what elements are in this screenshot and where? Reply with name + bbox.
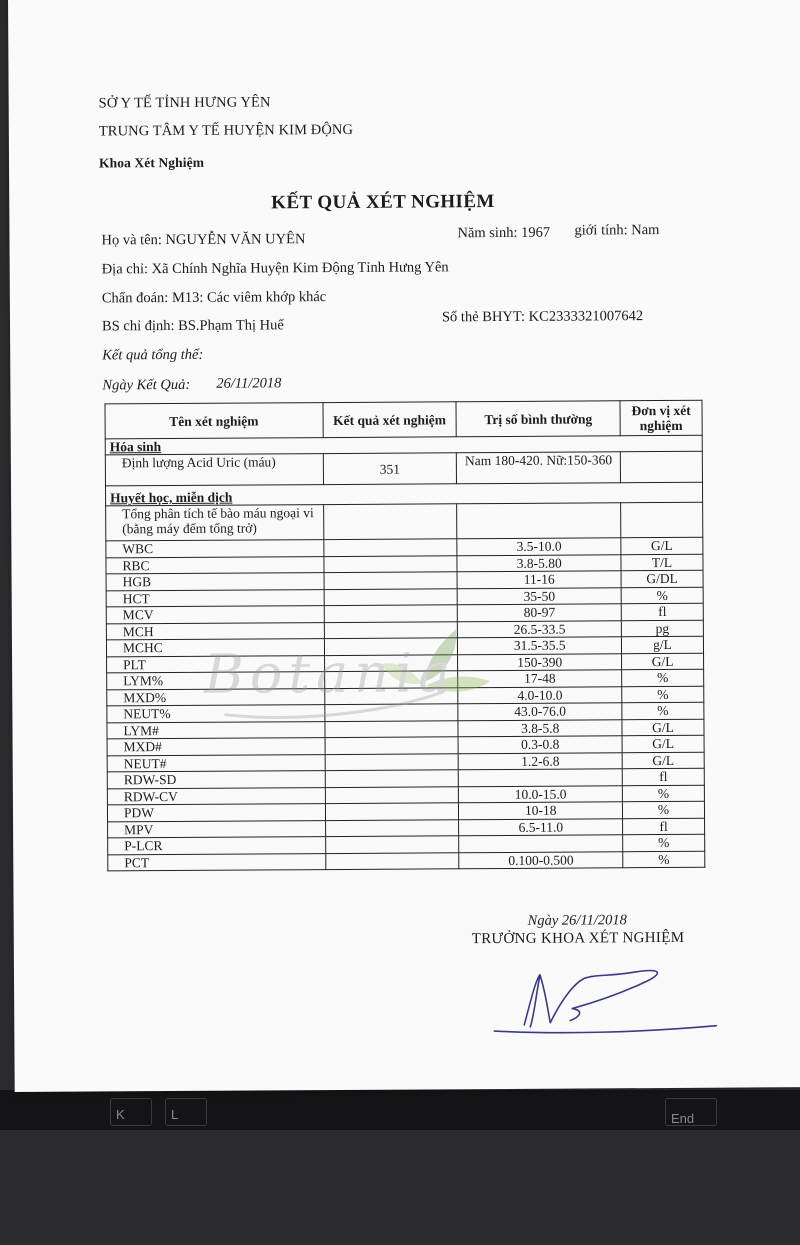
table-row-uric-acid — [105, 451, 702, 486]
test-result — [325, 737, 459, 754]
test-name: MXD# — [107, 738, 325, 756]
test-name: RDW-SD — [107, 771, 325, 789]
keyboard-key: End — [665, 1098, 717, 1126]
lab-report-paper — [8, 0, 800, 1092]
header-department: SỞ Y TẾ TỈNH HƯNG YÊN — [98, 94, 271, 112]
test-name: RBC — [106, 556, 324, 574]
ordering-doctor: BS chỉ định: BS.Phạm Thị Huế — [101, 317, 284, 335]
table-row — [108, 851, 705, 871]
header-lab: Khoa Xét Nghiệm — [98, 154, 205, 171]
normal-range: 150-390 — [458, 653, 622, 670]
column-header-unit: Đơn vị xét nghiệm — [620, 400, 702, 435]
test-name: LYM% — [107, 672, 325, 690]
keyboard-key: K — [110, 1098, 152, 1126]
column-header-test-name: Tên xét nghiệm — [105, 403, 323, 439]
test-result — [325, 753, 459, 770]
normal-range: 10.0-15.0 — [459, 785, 623, 802]
result-date-label: Ngày Kết Quả: — [102, 376, 191, 394]
signature-title: TRƯỞNG KHOA XÉT NGHIỆM — [471, 929, 685, 948]
test-result — [325, 803, 459, 820]
normal-range: 43.0-76.0 — [458, 703, 622, 720]
patient-name: Họ và tên: NGUYỄN VĂN UYÊN — [101, 231, 306, 249]
test-name: PLT — [107, 655, 325, 673]
normal-range: 80-97 — [458, 604, 622, 621]
normal-range: 26.5-33.5 — [458, 620, 622, 637]
normal-range: 10-18 — [459, 802, 623, 819]
test-name: MCH — [106, 622, 324, 640]
normal-range: 11-16 — [457, 571, 621, 588]
test-name: MXD% — [107, 688, 325, 706]
overall-result-label: Kết quả tổng thể: — [102, 346, 204, 364]
test-name: MCHC — [106, 639, 324, 657]
page-title: KẾT QUẢ XÉT NGHIỆM — [271, 191, 495, 214]
unit: % — [622, 785, 704, 802]
normal-range: 4.0-10.0 — [458, 686, 622, 703]
empty-cell — [621, 502, 703, 537]
test-result — [324, 605, 458, 622]
normal-range — [459, 769, 623, 786]
patient-gender: giới tính: Nam — [574, 222, 660, 239]
unit: G/L — [621, 537, 703, 554]
unit: T/L — [621, 554, 703, 571]
unit: % — [623, 851, 705, 868]
header-center: TRUNG TÂM Y TẾ HUYỆN KIM ĐỘNG — [98, 121, 354, 140]
test-name: LYM# — [107, 721, 325, 739]
unit: g/L — [621, 636, 703, 653]
unit: G/L — [622, 719, 704, 736]
test-name: HGB — [106, 573, 324, 591]
test-name: MPV — [108, 820, 326, 838]
test-result — [324, 555, 458, 572]
column-header-normal-range: Trị số bình thường — [456, 401, 620, 437]
normal-range: 1.2-6.8 — [458, 752, 622, 769]
unit: G/DL — [621, 570, 703, 587]
test-result — [325, 720, 459, 737]
unit: % — [622, 686, 704, 703]
test-name: PCT — [108, 853, 326, 871]
unit: % — [622, 801, 704, 818]
test-result — [324, 588, 458, 605]
normal-range: 31.5-35.5 — [458, 637, 622, 654]
result-date: 26/11/2018 — [216, 375, 282, 392]
table-row-cbc-title — [106, 502, 703, 541]
empty-cell — [457, 503, 621, 539]
test-result — [324, 671, 458, 688]
test-result — [325, 786, 459, 803]
normal-range: 0.3-0.8 — [458, 736, 622, 753]
test-name: RDW-CV — [107, 787, 325, 805]
signature-date: Ngày 26/11/2018 — [527, 912, 627, 929]
empty-cell — [323, 504, 457, 540]
normal-range — [459, 835, 623, 852]
signature-mark — [484, 964, 724, 1045]
test-name: Định lượng Acid Uric (máu) — [105, 454, 323, 486]
normal-range: 0.100-0.500 — [459, 851, 623, 868]
patient-address: Địa chỉ: Xã Chính Nghĩa Huyện Kim Động Tỉnh Hưng Yên — [101, 259, 449, 278]
watermark-text: Botania — [203, 641, 457, 706]
test-name: WBC — [106, 540, 324, 558]
test-result — [323, 539, 457, 556]
unit: fl — [622, 768, 704, 785]
normal-range: 3.8-5.8 — [458, 719, 622, 736]
section-title: Hóa sinh — [105, 435, 702, 455]
unit: fl — [621, 603, 703, 620]
unit: % — [622, 669, 704, 686]
test-result — [325, 852, 459, 869]
unit: G/L — [622, 653, 704, 670]
unit: fl — [623, 818, 705, 835]
test-result — [325, 836, 459, 853]
patient-birth-year: Năm sinh: 1967 — [457, 224, 551, 242]
test-name: HCT — [106, 589, 324, 607]
unit: pg — [621, 620, 703, 637]
normal-range: Nam 180-420. Nữ:150-360 — [457, 452, 621, 484]
section-title: Huyết học, miễn dịch — [105, 482, 702, 506]
test-result — [325, 819, 459, 836]
test-result — [324, 638, 458, 655]
test-result — [324, 687, 458, 704]
table-header-row — [105, 400, 702, 439]
insurance-number: Số thẻ BHYT: KC2333321007642 — [441, 308, 644, 326]
patient-diagnosis: Chẩn đoán: M13: Các viêm khớp khác — [101, 289, 327, 307]
test-name: P-LCR — [108, 837, 326, 855]
unit: % — [623, 834, 705, 851]
test-name: NEUT# — [107, 754, 325, 772]
test-result — [325, 770, 459, 787]
results-table — [104, 400, 705, 872]
unit: % — [622, 702, 704, 719]
column-header-result: Kết quả xét nghiệm — [323, 402, 457, 438]
normal-range: 17-48 — [458, 670, 622, 687]
test-group-name: Tổng phân tích tế bào máu ngoại vi (bằng máy đếm tổng trở) — [106, 505, 324, 541]
test-name: NEUT% — [107, 705, 325, 723]
unit: % — [621, 587, 703, 604]
keyboard-key: L — [165, 1098, 207, 1126]
test-result — [324, 654, 458, 671]
normal-range: 3.5-10.0 — [457, 538, 621, 555]
normal-range: 3.8-5.80 — [457, 554, 621, 571]
normal-range: 35-50 — [457, 587, 621, 604]
test-result — [324, 572, 458, 589]
test-result — [324, 704, 458, 721]
test-name: PDW — [107, 804, 325, 822]
unit: G/L — [622, 752, 704, 769]
test-result — [324, 621, 458, 638]
unit — [620, 451, 702, 482]
unit: G/L — [622, 735, 704, 752]
normal-range: 6.5-11.0 — [459, 818, 623, 835]
test-name: MCV — [106, 606, 324, 624]
test-result: 351 — [323, 453, 457, 485]
